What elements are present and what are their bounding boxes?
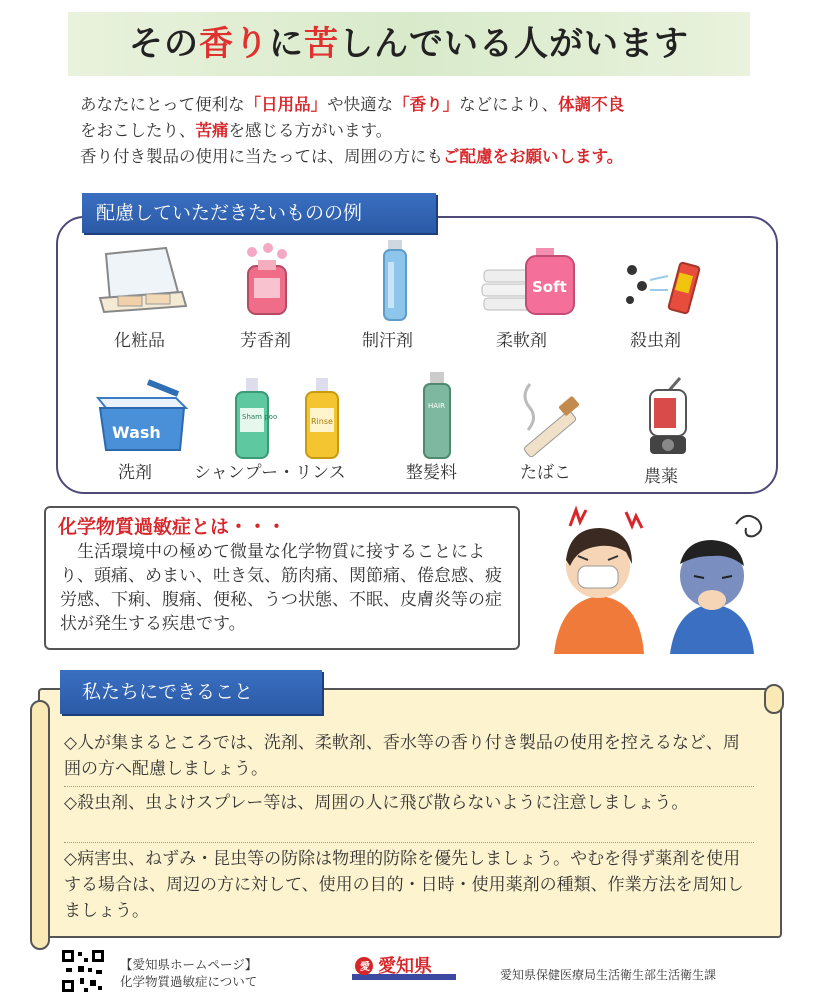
intro-line: [80, 144, 780, 170]
logo-text: 愛知県: [378, 956, 432, 977]
intro-span: あなたにとって便利な: [80, 95, 245, 114]
item-label-pesticide: 農薬: [644, 467, 678, 487]
sick-people-illustration: [540, 504, 776, 654]
intro-span: や快適な: [327, 95, 394, 114]
item-label-antiperspirant: 制汗剤: [362, 331, 413, 351]
shampoo-label: Sham poo: [242, 413, 278, 421]
title-part: 苦: [304, 24, 339, 64]
item-label-tobacco: たばこ: [520, 463, 571, 483]
homepage-link-title: 【愛知県ホームページ】: [120, 957, 258, 972]
title-part: その: [129, 24, 199, 64]
homepage-link[interactable]: [120, 956, 257, 990]
rinse-label: Rinse: [311, 417, 333, 426]
item-label-shampoo-rinse: シャンプー・リンス: [194, 463, 346, 483]
intro-span: をおこしたり、: [80, 121, 196, 140]
department-name: 愛知県保健医療局生活衛生部生活衛生課: [500, 968, 717, 982]
qr-code[interactable]: [60, 948, 106, 994]
insecticide-icon: [622, 256, 702, 316]
svg-text:愛: 愛: [360, 962, 370, 973]
soft-label: Soft: [532, 278, 567, 296]
item-label-cosmetics: 化粧品: [114, 331, 165, 351]
cando-divider: [64, 842, 754, 843]
title-part: に: [269, 24, 304, 64]
item-label-detergent: 洗剤: [118, 463, 152, 483]
aichi-logo: [352, 946, 456, 992]
title-part: しんでいる人がいます: [339, 24, 689, 64]
examples-header: 配慮していただきたいものの例: [82, 193, 436, 233]
cando-divider: [64, 786, 754, 787]
item-label-insecticide: 殺虫剤: [630, 331, 681, 351]
definition-title: 化学物質過敏症とは・・・: [58, 516, 287, 538]
cando-point: ◇人が集まるところでは、洗剤、柔軟剤、香水等の香り付き製品の使用を控えるなど、周囲の方へ配慮しましょう。: [64, 733, 740, 779]
intro-span: 苦痛: [195, 121, 229, 140]
air-freshener-icon: [238, 242, 294, 318]
cando-header: 私たちにできること: [60, 670, 322, 714]
intro-span: 体調不良: [558, 95, 625, 114]
intro-span: 香り付き製品の使用に当たっては、周囲の方にも: [80, 147, 443, 166]
cando-point: ◇病害虫、ねずみ・昆虫等の防除は物理的防除を優先しましょう。やむを得ず薬剤を使用する場合は、周辺の方に対して、使用の目的・日時・使用薬剤の種類、作業方法を周知しましょう。: [64, 849, 744, 921]
cigarette-icon: [516, 374, 586, 458]
deodorant-spray-icon: [378, 238, 412, 322]
hair-spray-icon: [420, 370, 454, 460]
cando-point: ◇殺虫剤、虫よけスプレー等は、周囲の人に飛び散らないように注意しましょう。: [64, 793, 689, 813]
detergent-box-icon: [94, 376, 190, 452]
item-label-hair-styling: 整髪料: [406, 463, 457, 483]
intro-text: [80, 92, 780, 170]
scroll-right-roll: [764, 684, 784, 714]
scroll-left-roll: [30, 700, 50, 950]
wash-label: Wash: [112, 423, 161, 442]
homepage-link-subtitle: 化学物質過敏症について: [120, 974, 258, 989]
item-label-softener: 柔軟剤: [496, 331, 547, 351]
title-part: 香り: [199, 24, 269, 64]
intro-line: [80, 118, 780, 144]
hair-label: HAIR: [428, 402, 445, 410]
fabric-softener-icon: [480, 244, 580, 318]
pesticide-sprayer-icon: [640, 376, 696, 460]
rinse-bottle-icon: [302, 376, 342, 460]
definition-body: 生活環境中の極めて微量な化学物質に接することにより、頭痛、めまい、吐き気、筋肉痛、関節痛、倦怠感、疲労感、下痢、腹痛、便秘、うつ状態、不眠、皮膚炎等の症状が発生する疾患です。: [60, 542, 502, 634]
intro-line: [80, 92, 780, 118]
intro-span: を感じる方がいます。: [228, 121, 393, 140]
intro-span: ご配慮をお願いします。: [443, 147, 624, 166]
shampoo-bottle-icon: [232, 376, 278, 460]
intro-span: 「香り」: [393, 95, 460, 114]
compact-icon: [96, 244, 188, 314]
intro-span: 「日用品」: [244, 95, 328, 114]
item-label-air-freshener: 芳香剤: [240, 331, 291, 351]
page-title: [68, 14, 750, 74]
intro-span: などにより、: [459, 95, 559, 114]
